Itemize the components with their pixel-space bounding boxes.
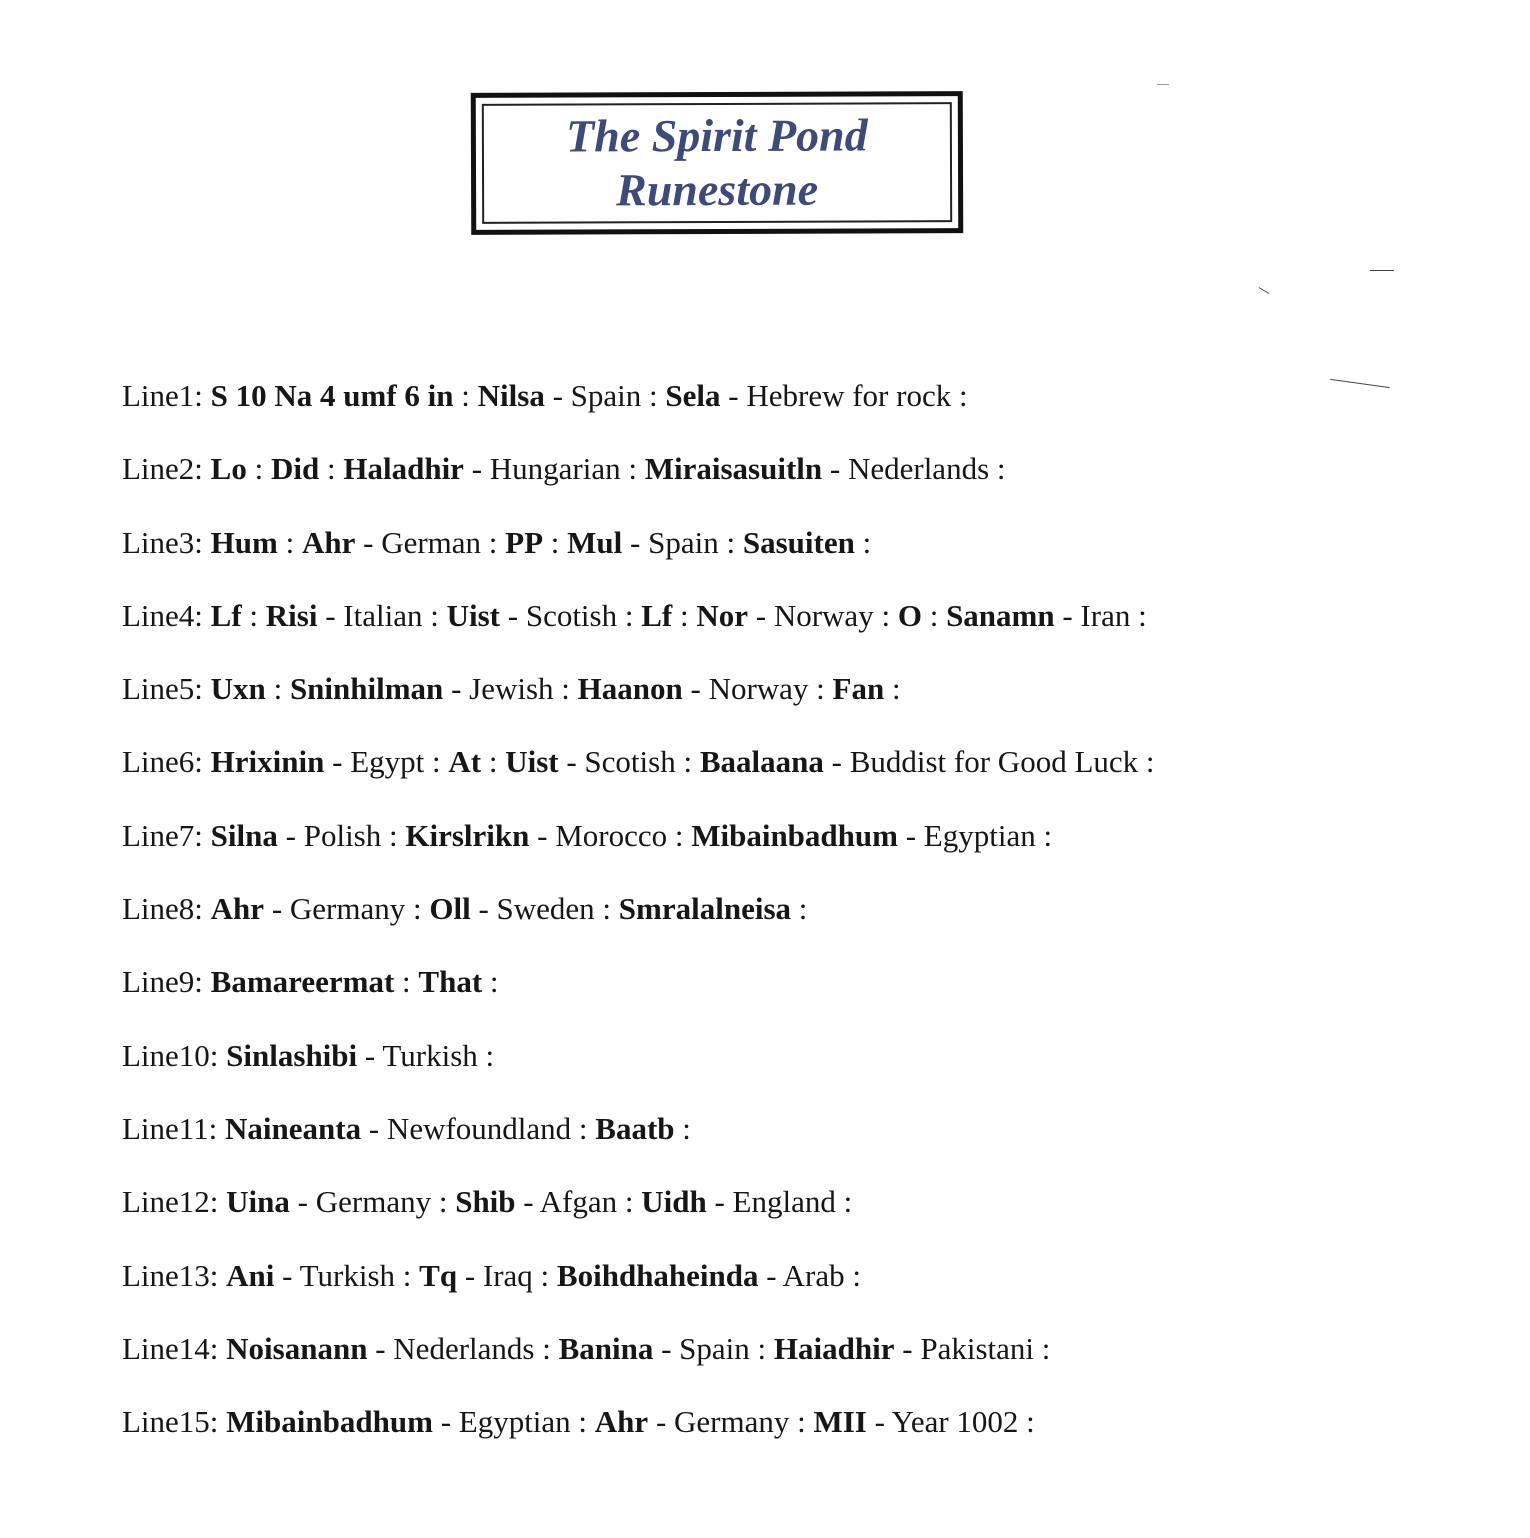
line-text: - Egypt : [324, 744, 449, 780]
rune-word: Uina [226, 1184, 290, 1220]
line-label: Line9: [122, 964, 203, 1000]
transcription-line [122, 523, 1442, 596]
line-label: Line12: [122, 1184, 219, 1220]
line-text: - Scotish : [500, 597, 642, 633]
rune-word: Sela [665, 378, 721, 413]
line-text: - Spain : [544, 378, 666, 413]
line-text: : [791, 891, 808, 927]
transcription-line [122, 889, 1442, 962]
line-text: - Jewish : [443, 671, 578, 707]
line-text: - Morocco : [529, 817, 692, 853]
rune-word: Uist [446, 597, 500, 633]
title-frame [482, 102, 952, 224]
rune-word: Risi [265, 597, 318, 633]
line-text: : [241, 597, 266, 633]
rune-word: Lf [210, 597, 242, 633]
rune-word: Oll [429, 891, 471, 927]
rune-word: Boihdhaheinda [556, 1257, 759, 1293]
rune-word: MII [813, 1404, 867, 1440]
rune-word: At [448, 744, 482, 780]
line-label: Line14: [122, 1330, 219, 1366]
transcription-line [122, 669, 1442, 742]
line-text: - Egyptian : [432, 1404, 595, 1440]
line-text: - Norway : [748, 597, 898, 633]
line-text: - Turkish : [274, 1257, 420, 1293]
rune-word: That [418, 964, 483, 1000]
line-text: - Spain : [622, 524, 743, 560]
rune-word: Mul [567, 524, 623, 560]
rune-word: S 10 Na 4 umf 6 in [210, 378, 454, 413]
line-text: : [394, 964, 419, 1000]
transcription-line [122, 596, 1442, 669]
line-label: Line13: [122, 1257, 219, 1293]
rune-word: Nor [696, 597, 749, 633]
rune-word: Bamareermat [210, 964, 395, 1000]
line-text: : [453, 378, 478, 413]
line-text: - Italian : [317, 597, 447, 633]
line-text: - England : [706, 1184, 853, 1220]
line-text: : [482, 964, 499, 1000]
scan-speck [1370, 270, 1394, 271]
rune-word: Baalaana [699, 744, 824, 780]
line-text: - Iraq : [457, 1257, 557, 1293]
line-text: - Germany : [264, 891, 430, 927]
line-text: - Year 1002 : [866, 1404, 1035, 1440]
line-text: : [246, 451, 271, 487]
line-text: : [265, 671, 290, 707]
line-label: Line3: [122, 524, 203, 560]
line-label: Line7: [122, 817, 203, 853]
rune-word: Naineanta [225, 1110, 362, 1146]
rune-word: Sasuiten [742, 524, 855, 560]
line-text: - Nederlands : [367, 1330, 559, 1366]
rune-word: Ahr [594, 1404, 649, 1440]
transcription-line [122, 742, 1442, 815]
rune-word: Miraisasuitln [644, 451, 823, 487]
transcription-line [122, 449, 1442, 522]
line-label: Line10: [122, 1037, 219, 1073]
line-text: - Iran : [1054, 597, 1147, 633]
rune-word: Noisanann [226, 1330, 368, 1366]
transcription-line [122, 1402, 1442, 1475]
line-text: : [319, 451, 344, 487]
document-title-line-1: The Spirit Pond [566, 109, 868, 162]
transcription-line [122, 962, 1442, 1035]
line-text: - Egyptian : [897, 817, 1053, 853]
transcription-line [122, 1036, 1442, 1109]
line-text: - Germany : [648, 1404, 814, 1440]
line-label: Line15: [122, 1404, 219, 1440]
rune-word: Nilsa [477, 378, 545, 413]
line-text: - Nederlands : [822, 451, 1006, 487]
line-text: : [672, 597, 697, 633]
rune-word: Did [270, 451, 320, 487]
line-text: : [884, 671, 901, 707]
line-label: Line1: [122, 378, 203, 413]
document-title-line-2: Runestone [616, 163, 819, 216]
rune-word: PP [505, 524, 544, 560]
rune-word: Smralalneisa [618, 891, 792, 927]
rune-word: Haiadhir [773, 1330, 895, 1366]
transcription-line [122, 816, 1442, 889]
rune-word: Hrixinin [210, 744, 325, 780]
scan-speck [1157, 84, 1169, 85]
line-text: - Sweden : [470, 891, 619, 927]
line-text: : [481, 744, 506, 780]
line-text: : [921, 597, 947, 633]
rune-word: Fan [832, 671, 885, 707]
line-text: - Pakistani : [894, 1330, 1051, 1366]
rune-word: Ahr [210, 891, 265, 927]
line-text: - Germany : [289, 1184, 456, 1220]
rune-word: Haanon [577, 671, 683, 707]
line-text: : [854, 524, 872, 560]
rune-word: Ani [226, 1257, 275, 1293]
rune-word: Hum [210, 524, 278, 560]
transcription-line [122, 1256, 1442, 1329]
rune-word: Mibainbadhum [226, 1404, 433, 1440]
line-text: : [543, 524, 568, 560]
rune-word: Sinlashibi [226, 1037, 358, 1073]
rune-word: Haladhir [343, 451, 464, 487]
rune-word: Banina [558, 1330, 654, 1366]
rune-word: Shib [455, 1184, 516, 1220]
rune-word: Mibainbadhum [691, 817, 898, 853]
line-label: Line4: [122, 597, 203, 633]
line-text: - Polish : [277, 817, 406, 853]
line-text: : [674, 1110, 691, 1146]
scan-speck [1259, 287, 1270, 294]
rune-word: Kirslrikn [405, 817, 530, 853]
rune-word: Uidh [641, 1184, 707, 1220]
line-text: - Afgan : [515, 1184, 642, 1220]
rune-word: Sanamn [946, 597, 1055, 633]
line-text: - Turkish : [357, 1037, 495, 1073]
line-label: Line11: [122, 1110, 218, 1146]
transcription-line [122, 1182, 1442, 1255]
transcription-line [122, 1329, 1442, 1402]
rune-word: Ahr [301, 524, 356, 560]
line-text: - Spain : [653, 1330, 774, 1366]
transcription-line [122, 376, 1442, 449]
transcription-lines [122, 376, 1442, 1475]
line-label: Line2: [122, 451, 203, 487]
line-text: - Norway : [682, 671, 833, 707]
rune-word: Uxn [210, 671, 266, 707]
line-text: - German : [355, 524, 506, 560]
rune-word: Baatb [595, 1110, 675, 1146]
title-box [471, 91, 963, 235]
rune-word: Tq [419, 1257, 458, 1293]
rune-word: O [897, 597, 922, 633]
rune-word: Sninhilman [289, 671, 444, 707]
rune-word: Uist [505, 744, 559, 780]
line-text: - Scotish : [558, 744, 700, 780]
line-text: - Buddist for Good Luck : [823, 744, 1155, 780]
line-label: Line5: [122, 671, 203, 707]
line-label: Line6: [122, 744, 203, 780]
line-text: - Newfoundland : [361, 1110, 596, 1146]
line-label: Line8: [122, 891, 203, 927]
line-text: : [277, 524, 302, 560]
rune-word: Lf [641, 597, 673, 633]
line-text: - Hungarian : [463, 451, 645, 487]
rune-word: Lo [210, 451, 247, 487]
rune-word: Silna [210, 817, 278, 853]
transcription-line [122, 1109, 1442, 1182]
line-text: - Hebrew for rock : [720, 378, 968, 413]
line-text: - Arab : [758, 1257, 861, 1293]
